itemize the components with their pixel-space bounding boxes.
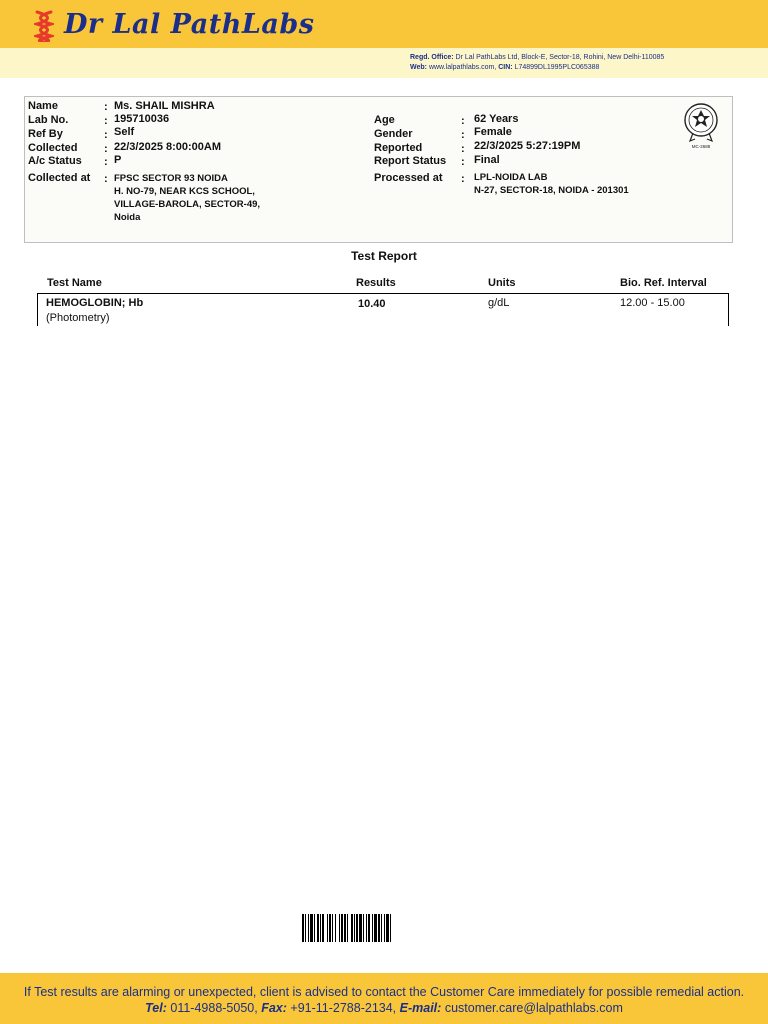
ac-status-label: A/c Status: [28, 155, 82, 167]
processed-at-label: Processed at: [374, 172, 443, 184]
email-label: E-mail:: [399, 1001, 442, 1015]
seal-caption: MC-2688: [691, 144, 711, 149]
lab-no-value: 195710036: [114, 113, 170, 125]
column-header-results: Results: [356, 277, 396, 289]
separator: :: [461, 173, 465, 185]
processed-at-address: [474, 171, 629, 197]
lab-no-label: Lab No.: [28, 114, 69, 126]
age-value: 62 Years: [474, 113, 519, 125]
age-label: Age: [374, 114, 395, 126]
separator: :: [104, 173, 108, 185]
barcode-icon: [302, 914, 468, 942]
test-result: 10.40: [358, 298, 386, 310]
separator: :: [461, 115, 465, 127]
column-header-test-name: Test Name: [47, 277, 102, 289]
address-line: Noida: [114, 212, 141, 223]
ac-status-value: P: [114, 154, 122, 166]
brand-logo-text: Dr Lal PathLabs: [64, 9, 315, 40]
address-line: VILLAGE-BAROLA, SECTOR-49,: [114, 199, 261, 210]
office-info: [410, 53, 664, 73]
separator: :: [104, 115, 108, 127]
column-header-units: Units: [488, 277, 516, 289]
name-label: Name: [28, 100, 58, 112]
footer-contact: [0, 1001, 768, 1015]
reported-value: 22/3/2025 5:27:19PM: [474, 140, 581, 152]
separator: :: [104, 156, 108, 168]
report-title: Test Report: [351, 249, 417, 263]
dna-logo-icon: [34, 10, 54, 42]
footer-bar: [0, 973, 768, 1024]
separator: :: [461, 143, 465, 155]
tel-value[interactable]: 011-4988-5050,: [170, 1001, 258, 1015]
patient-name: Ms. SHAIL MISHRA: [114, 100, 215, 112]
cin-value: L74899DL1995PLC065388: [514, 64, 600, 71]
collected-label: Collected: [28, 142, 78, 154]
test-name: HEMOGLOBIN; Hb: [46, 297, 144, 309]
separator: :: [104, 129, 108, 141]
address-line: LPL-NOIDA LAB: [474, 172, 548, 183]
fax-label: Fax:: [261, 1001, 287, 1015]
separator: :: [104, 143, 108, 155]
address-line: FPSC SECTOR 93 NOIDA: [114, 173, 228, 184]
web-label: Web:: [410, 64, 427, 71]
separator: :: [461, 156, 465, 168]
reported-label: Reported: [374, 142, 423, 154]
ref-by-label: Ref By: [28, 128, 63, 140]
footer-disclaimer: If Test results are alarming or unexpected, client is advised to contact the Customer Care immediately for possible remedial action.: [23, 985, 745, 999]
test-ref-interval: 12.00 - 15.00: [620, 297, 685, 309]
collected-at-label: Collected at: [28, 172, 91, 184]
tel-label: Tel:: [145, 1001, 167, 1015]
report-status-label: Report Status: [374, 155, 447, 167]
fax-value: +91-11-2788-2134,: [290, 1001, 397, 1015]
ref-by-value: Self: [114, 126, 135, 138]
separator: :: [461, 129, 465, 141]
cin-label: CIN:: [498, 64, 513, 71]
gender-label: Gender: [374, 128, 413, 140]
separator: :: [104, 101, 108, 113]
header-bar: [0, 0, 768, 48]
regd-office-value: Dr Lal PathLabs Ltd, Block-E, Sector-18, Rohini, New Delhi-110085: [455, 54, 665, 61]
email-value[interactable]: customer.care@lalpathlabs.com: [444, 1001, 623, 1015]
collected-value: 22/3/2025 8:00:00AM: [114, 141, 222, 153]
regd-office-label: Regd. Office:: [410, 54, 454, 61]
column-header-ref-interval: Bio. Ref. Interval: [620, 277, 707, 289]
gender-value: Female: [474, 126, 512, 138]
address-line: H. NO-79, NEAR KCS SCHOOL,: [114, 186, 255, 197]
report-status-value: Final: [474, 154, 500, 166]
address-line: N-27, SECTOR-18, NOIDA - 201301: [474, 185, 629, 196]
accreditation-seal-icon: [683, 103, 719, 149]
collected-at-address: [114, 172, 260, 224]
test-method: (Photometry): [46, 312, 110, 324]
test-units: g/dL: [488, 297, 510, 309]
web-value[interactable]: www.lalpathlabs.com,: [428, 64, 497, 71]
